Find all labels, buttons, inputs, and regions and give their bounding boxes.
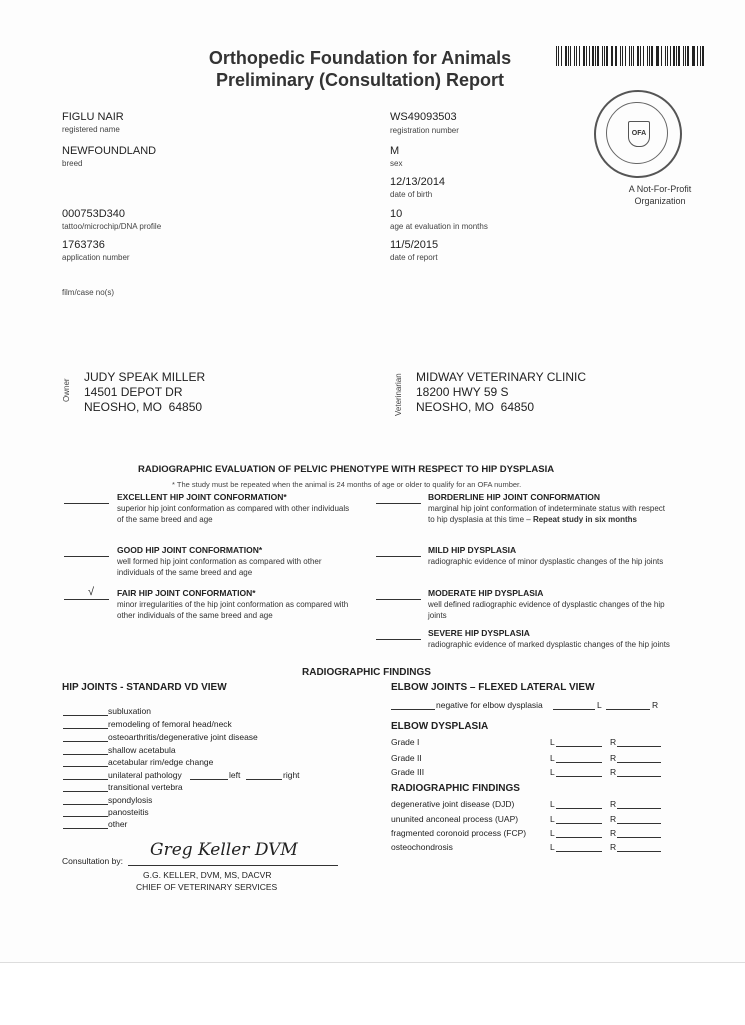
hip-finding-label: shallow acetabula (108, 745, 176, 755)
elbow-finding-right-blank (617, 827, 661, 838)
elbow-finding-left-blank (556, 827, 602, 838)
elbow-finding-R: R (610, 828, 617, 838)
hip-finding-label: panosteitis (108, 807, 149, 817)
excellent-title: EXCELLENT HIP JOINT CONFORMATION* (117, 492, 287, 502)
title-line-2: Preliminary (Consultation) Report (215, 70, 505, 90)
age-value: 10 (390, 208, 403, 220)
elbow-negative-left-blank (553, 699, 595, 710)
veterinarian-vertical-label: Veterinarian (394, 373, 403, 416)
moderate-desc: well defined radiographic evidence of dysplastic changes of the hip joints (428, 600, 665, 620)
mild-blank (376, 546, 421, 557)
not-for-profit-line-2: Organization (634, 196, 686, 206)
elbow-grade-L: L (550, 767, 555, 777)
date-of-birth-value: 12/13/2014 (390, 176, 446, 188)
elbow-finding-L: L (550, 828, 555, 838)
elbow-grade-R: R (610, 737, 617, 747)
fair-check-mark: √ (88, 586, 95, 598)
barcode (556, 46, 706, 66)
elbow-negative-label: negative for elbow dysplasia (436, 700, 543, 710)
findings-heading: RADIOGRAPHIC FINDINGS (302, 667, 431, 678)
tattoo-label: tattoo/microchip/DNA profile (62, 222, 162, 231)
report-title (200, 47, 520, 91)
hip-finding-blank (63, 806, 108, 817)
hip-finding-blank (63, 781, 108, 792)
breed-label: breed (62, 159, 83, 168)
unilateral-right-blank (246, 769, 282, 780)
elbow-grade-right-blank (617, 736, 661, 747)
borderline-desc-bold: Repeat study in six months (532, 515, 637, 524)
evaluation-heading: RADIOGRAPHIC EVALUATION OF PELVIC PHENOTYPE WITH RESPECT TO HIP DYSPLASIA (138, 464, 555, 475)
elbow-grade-label: Grade II (391, 753, 422, 763)
hip-finding-blank (63, 705, 108, 716)
hip-finding-blank (63, 756, 108, 767)
elbow-finding-L: L (550, 814, 555, 824)
film-case-label: film/case no(s) (62, 288, 115, 297)
elbow-finding-right-blank (617, 798, 661, 809)
signer-name: G.G. KELLER, DVM, MS, DACVR (143, 870, 272, 880)
mild-desc: radiographic evidence of minor dysplastic changes of the hip joints (428, 557, 664, 566)
elbow-finding-L: L (550, 799, 555, 809)
borderline-desc-text: marginal hip joint conformation of indeterminate status with respect to hip dysplasia at this time – (428, 504, 666, 524)
hip-finding-blank (63, 744, 108, 755)
elbow-finding-label: osteochondrosis (391, 842, 453, 852)
elbow-negative-blank (391, 699, 435, 710)
signer-title: CHIEF OF VETERINARY SERVICES (136, 882, 278, 892)
fair-blank (64, 589, 109, 600)
elbow-negative-L: L (597, 700, 602, 710)
unilateral-right-label: right (283, 770, 300, 780)
severe-desc: radiographic evidence of marked dysplastic changes of the hip joints (428, 640, 670, 649)
elbow-finding-R: R (610, 842, 617, 852)
hip-finding-blank (63, 718, 108, 729)
page-bottom-margin (0, 962, 745, 1025)
hip-finding-label: remodeling of femoral head/neck (108, 719, 232, 729)
elbow-grade-left-blank (556, 752, 602, 763)
good-blank (64, 546, 109, 557)
good-desc: well formed hip joint conformation as compared with other individuals of the same breed and age (117, 557, 322, 577)
ofa-seal-logo (594, 90, 682, 178)
elbow-findings-heading: RADIOGRAPHIC FINDINGS (391, 783, 520, 794)
elbow-finding-label: ununited anconeal process (UAP) (391, 814, 519, 824)
elbow-joints-heading: ELBOW JOINTS – FLEXED LATERAL VIEW (391, 682, 595, 693)
elbow-grade-left-blank (556, 766, 602, 777)
fair-title: FAIR HIP JOINT CONFORMATION* (117, 588, 256, 598)
elbow-grade-R: R (610, 753, 617, 763)
tattoo-value: 000753D340 (62, 208, 126, 220)
date-of-birth-label: date of birth (390, 190, 433, 199)
owner-address: JUDY SPEAK MILLER 14501 DEPOT DR NEOSHO, MO 64850 (84, 370, 206, 414)
elbow-finding-left-blank (556, 841, 602, 852)
hip-finding-blank (63, 818, 108, 829)
application-number-value: 1763736 (62, 239, 105, 251)
elbow-negative-right-blank (606, 699, 650, 710)
registered-name-value: FIGLU NAIR (62, 111, 124, 123)
consultation-by-label: Consultation by: (62, 856, 123, 866)
elbow-finding-right-blank (617, 813, 661, 824)
elbow-finding-L: L (550, 842, 555, 852)
mild-title: MILD HIP DYSPLASIA (428, 545, 517, 555)
elbow-finding-R: R (610, 799, 617, 809)
elbow-grade-label: Grade III (391, 767, 425, 777)
registered-name-label: registered name (62, 125, 120, 134)
hip-finding-label: other (108, 819, 128, 829)
excellent-desc: superior hip joint conformation as compared with other individuals of the same breed and age (117, 504, 350, 524)
elbow-grade-label: Grade I (391, 737, 420, 747)
not-for-profit-line-1: A Not-For-Profit (628, 184, 692, 194)
elbow-grade-right-blank (617, 752, 661, 763)
hip-finding-label: acetabular rim/edge change (108, 757, 214, 767)
moderate-title: MODERATE HIP DYSPLASIA (428, 588, 544, 598)
hip-finding-label: unilateral pathology (108, 770, 182, 780)
borderline-blank (376, 493, 421, 504)
elbow-finding-right-blank (617, 841, 661, 852)
elbow-grade-right-blank (617, 766, 661, 777)
hip-finding-label: subluxation (108, 706, 152, 716)
date-of-report-label: date of report (390, 253, 438, 262)
age-label: age at evaluation in months (390, 222, 488, 231)
borderline-desc (428, 503, 673, 525)
severe-blank (376, 629, 421, 640)
elbow-finding-label: fragmented coronoid process (FCP) (391, 828, 527, 838)
elbow-dysplasia-heading: ELBOW DYSPLASIA (391, 721, 489, 732)
unilateral-left-label: left (229, 770, 241, 780)
application-number-label: application number (62, 253, 130, 262)
elbow-finding-label: degenerative joint disease (DJD) (391, 799, 515, 809)
elbow-grade-L: L (550, 753, 555, 763)
hip-finding-label: spondylosis (108, 795, 153, 805)
elbow-grade-L: L (550, 737, 555, 747)
seal-shield: OFA (628, 121, 650, 147)
hip-joints-heading: HIP JOINTS - STANDARD VD VIEW (62, 682, 227, 693)
fair-desc: minor irregularities of the hip joint conformation as compared with other individuals of the same breed and age (117, 600, 349, 620)
elbow-finding-left-blank (556, 813, 602, 824)
title-line-1: Orthopedic Foundation for Animals (208, 48, 512, 68)
veterinarian-address: MIDWAY VETERINARY CLINIC 18200 HWY 59 S NEOSHO, MO 64850 (416, 370, 587, 414)
hip-finding-label: transitional vertebra (108, 782, 183, 792)
excellent-blank (64, 493, 109, 504)
hip-finding-blank (63, 731, 108, 742)
evaluation-note: * The study must be repeated when the animal is 24 months of age or older to qualify for an OFA number. (172, 480, 522, 489)
unilateral-left-blank (190, 769, 228, 780)
elbow-negative-R: R (652, 700, 659, 710)
elbow-grade-R: R (610, 767, 617, 777)
severe-title: SEVERE HIP DYSPLASIA (428, 628, 530, 638)
breed-value: NEWFOUNDLAND (62, 145, 157, 157)
hip-finding-blank (63, 769, 108, 780)
owner-vertical-label: Owner (62, 378, 71, 402)
not-for-profit-text (610, 183, 710, 207)
seal-inner-ring (606, 102, 668, 164)
signature-line (128, 865, 338, 866)
hip-finding-label: osteoarthritis/degenerative joint disease (108, 732, 258, 742)
moderate-blank (376, 589, 421, 600)
good-title: GOOD HIP JOINT CONFORMATION* (117, 545, 263, 555)
sex-label: sex (390, 159, 403, 168)
elbow-finding-left-blank (556, 798, 602, 809)
elbow-grade-left-blank (556, 736, 602, 747)
registration-number-value: WS49093503 (390, 111, 457, 123)
elbow-finding-R: R (610, 814, 617, 824)
hip-finding-blank (63, 794, 108, 805)
sex-value: M (390, 145, 400, 157)
handwritten-signature: Greg Keller DVM (150, 840, 298, 860)
registration-number-label: registration number (390, 126, 459, 135)
borderline-title: BORDERLINE HIP JOINT CONFORMATION (428, 492, 601, 502)
date-of-report-value: 11/5/2015 (390, 239, 439, 251)
